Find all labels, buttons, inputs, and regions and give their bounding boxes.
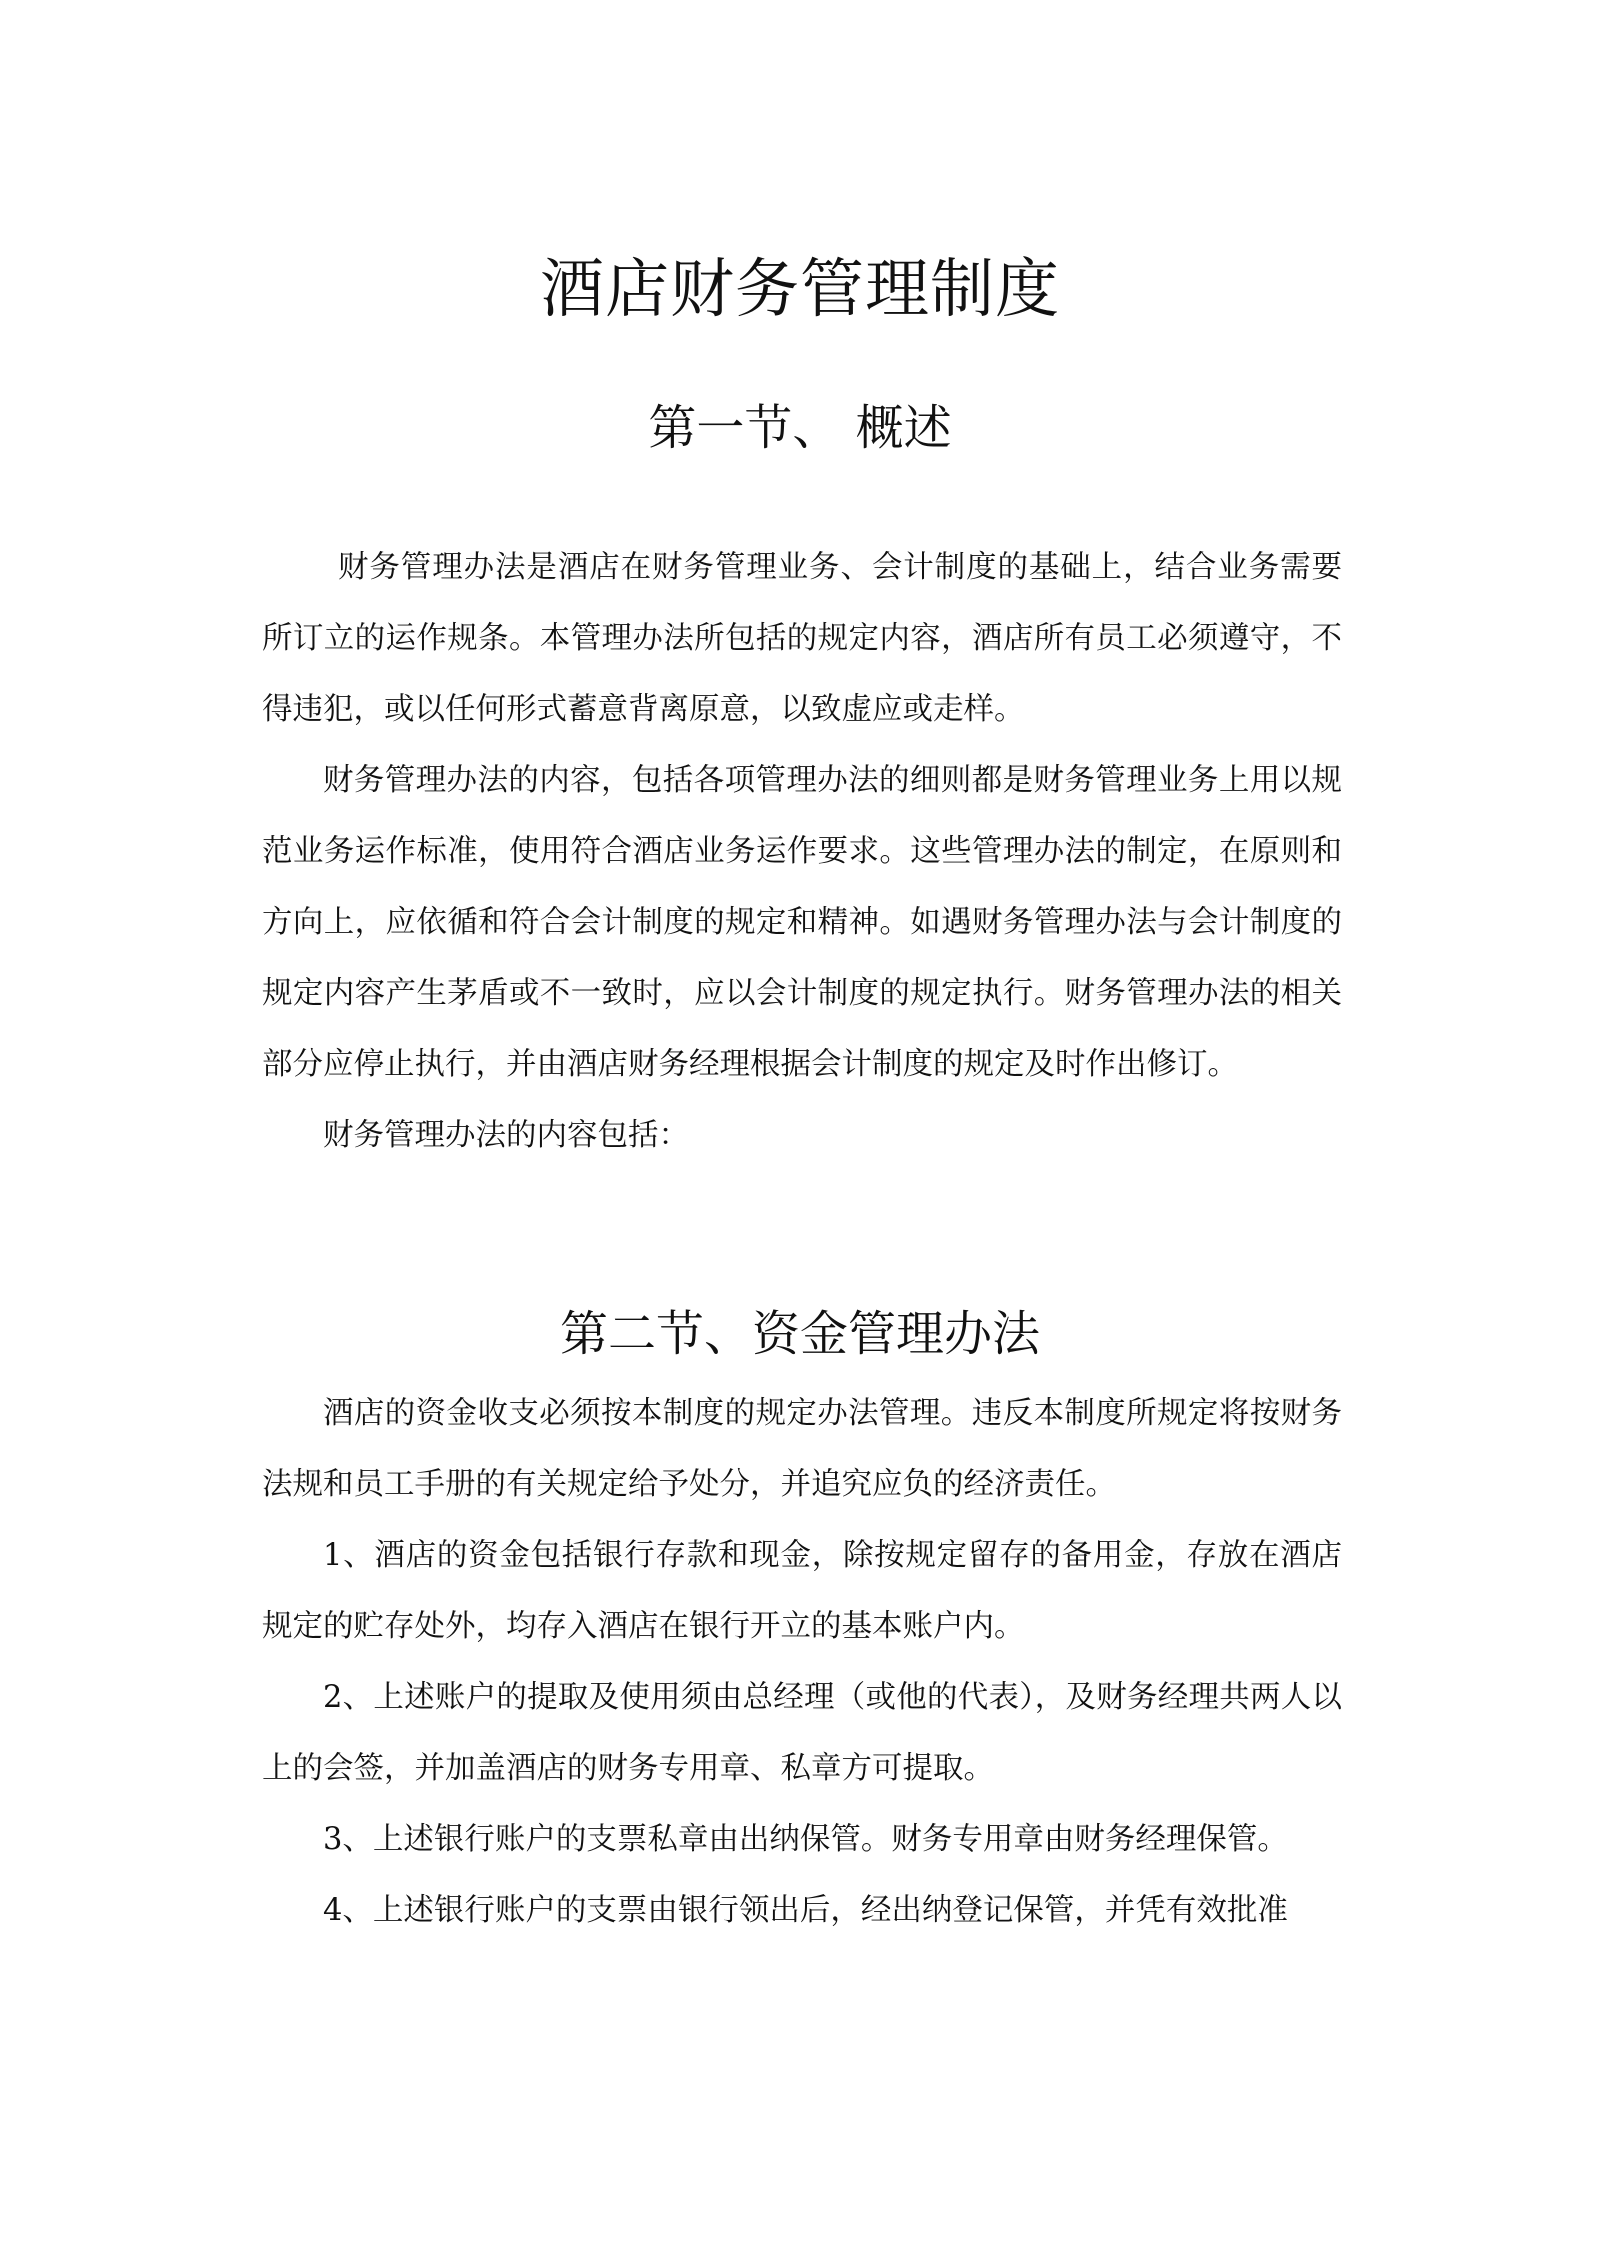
paragraph: 3、上述银行账户的支票私章由出纳保管。财务专用章由财务经理保管。 (323, 1822, 1288, 1857)
document-title: 酒店财务管理制度 (540, 253, 1060, 327)
section-heading-overview: 第一节、 概述 (648, 400, 952, 456)
paragraph: 2、上述账户的提取及使用须由总经理（或他的代表），及财务经理共两人以上的会签，并加盖酒店的财务专用章、私章方可提取。 (262, 1680, 1342, 1786)
paragraph: 1、酒店的资金包括银行存款和现金，除按规定留存的备用金，存放在酒店规定的贮存处外，均存入酒店在银行开立的基本账户内。 (262, 1538, 1342, 1644)
section-body-fund-management (262, 1378, 1342, 1946)
section-heading-fund-management: 第二节、资金管理办法 (559, 1306, 1040, 1362)
section-body-overview (262, 532, 1342, 1171)
paragraph: 酒店的资金收支必须按本制度的规定办法管理。违反本制度所规定将按财务法规和员工手册的有关规定给予处分，并追究应负的经济责任。 (262, 1396, 1342, 1502)
paragraph: 财务管理办法是酒店在财务管理业务、会计制度的基础上，结合业务需要所订立的运作规条。本管理办法所包括的规定内容，酒店所有员工必须遵守，不得违犯，或以任何形式蓄意背离原意，以致虚应或走样。 (262, 550, 1342, 727)
paragraph: 4、上述银行账户的支票由银行领出后，经出纳登记保管，并凭有效批准 (323, 1893, 1288, 1928)
paragraph: 财务管理办法的内容，包括各项管理办法的细则都是财务管理业务上用以规范业务运作标准，使用符合酒店业务运作要求。这些管理办法的制定，在原则和方向上，应依循和符合会计制度的规定和精神。如遇财务管理办法与会计制度的规定内容产生茅盾或不一致时，应以会计制度的规定执行。财务管理办法的相关部分应停止执行，并由酒店财务经理根据会计制度的规定及时作出修订。 (262, 763, 1342, 1082)
paragraph: 财务管理办法的内容包括： (323, 1118, 689, 1153)
